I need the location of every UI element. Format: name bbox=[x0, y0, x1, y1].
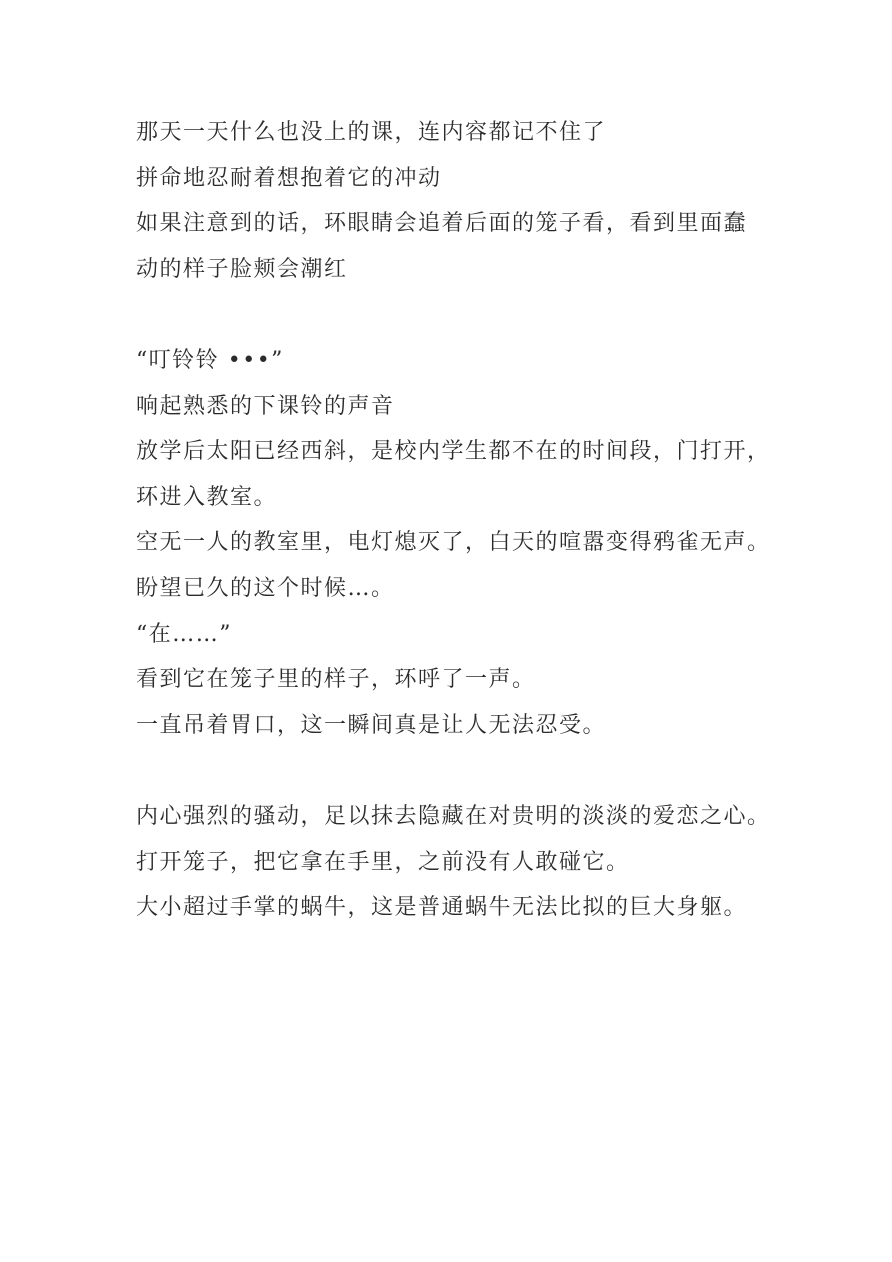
text-line: 环进入教室。 bbox=[136, 484, 278, 510]
text-line: 空无一人的教室里，电灯熄灭了，白天的喧嚣变得鸦雀无声。 bbox=[136, 530, 771, 556]
text-line: 内心强烈的骚动，足以抹去隐藏在对贵明的淡淡的爱恋之心。 bbox=[136, 803, 771, 829]
text-line: 一直吊着胃口，这一瞬间真是让人无法忍受。 bbox=[136, 712, 607, 738]
text-line: 动的样子脸颊会潮红 bbox=[136, 256, 348, 282]
paragraph-2 bbox=[136, 338, 796, 748]
text-line: 看到它在笼子里的样子，环呼了一声。 bbox=[136, 667, 536, 693]
paragraph-3 bbox=[136, 794, 796, 931]
text-line: 放学后太阳已经西斜，是校内学生都不在的时间段，门打开， bbox=[136, 439, 771, 465]
text-line: 大小超过手掌的蜗牛，这是普通蜗牛无法比拟的巨大身躯。 bbox=[136, 895, 748, 921]
text-line: “叮铃铃 •••” bbox=[136, 347, 284, 373]
text-line: 拼命地忍耐着想抱着它的冲动 bbox=[136, 165, 442, 191]
paragraph-spacer bbox=[136, 292, 796, 338]
text-line: 如果注意到的话，环眼睛会追着后面的笼子看，看到里面蠢 bbox=[136, 211, 748, 237]
text-line: 打开笼子，把它拿在手里，之前没有人敢碰它。 bbox=[136, 849, 630, 875]
paragraph-spacer bbox=[136, 748, 796, 794]
paragraph-1 bbox=[136, 110, 796, 292]
text-line: 那天一天什么也没上的课，连内容都记不住了 bbox=[136, 120, 607, 145]
text-line: “在……” bbox=[136, 621, 232, 647]
document-body bbox=[136, 110, 796, 931]
text-line: 盼望已久的这个时候…。 bbox=[136, 575, 395, 601]
text-line: 响起熟悉的下课铃的声音 bbox=[136, 393, 395, 419]
